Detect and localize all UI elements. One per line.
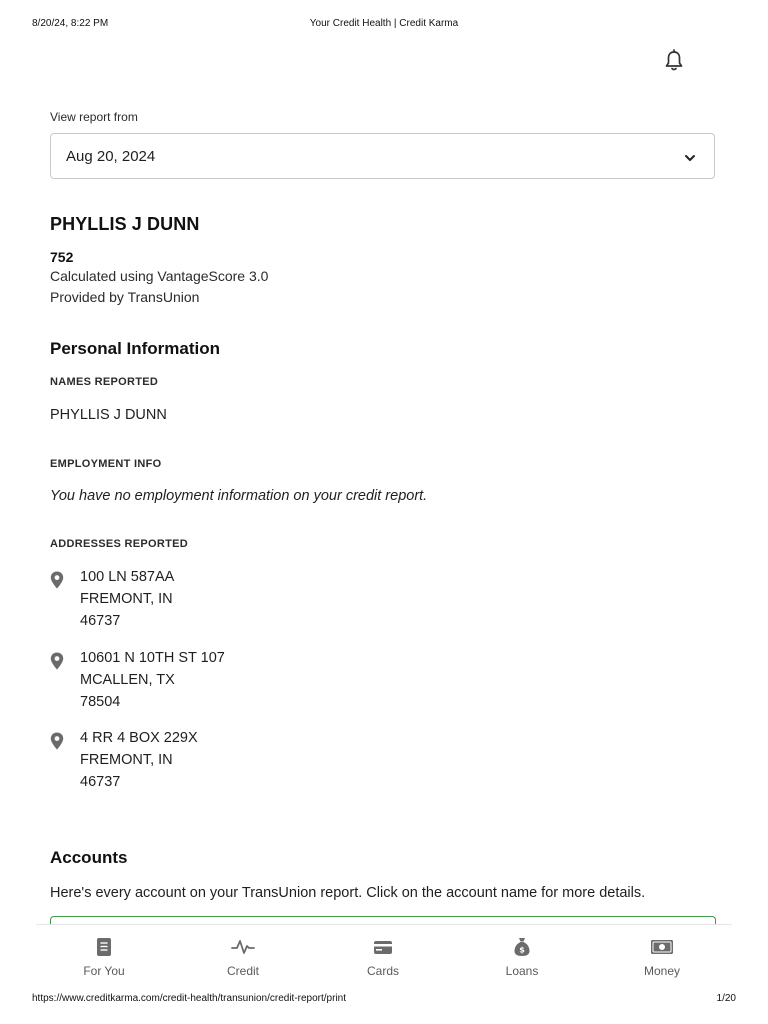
address-city-state: FREMONT, IN xyxy=(80,591,173,607)
location-pin-icon xyxy=(50,652,64,670)
reported-name: PHYLLIS J DUNN xyxy=(50,407,167,423)
document-icon xyxy=(49,937,159,959)
nav-item-loans[interactable] xyxy=(467,925,577,989)
svg-text:$: $ xyxy=(519,945,525,955)
employment-info-heading: EMPLOYMENT INFO xyxy=(50,458,162,470)
address-item xyxy=(50,650,350,716)
score-model: Calculated using VantageScore 3.0 xyxy=(50,268,269,284)
nav-item-for-you[interactable] xyxy=(49,925,159,989)
nav-label: Cards xyxy=(366,964,399,978)
nav-label: Money xyxy=(643,964,681,978)
nav-item-money[interactable] xyxy=(607,925,717,989)
addresses-reported-heading: ADDRESSES REPORTED xyxy=(50,538,189,550)
employment-info-text: You have no employment information on your credit report. xyxy=(50,488,428,504)
print-datetime: 8/20/24, 8:22 PM xyxy=(32,18,109,29)
print-page-title: Your Credit Health | Credit Karma xyxy=(309,18,459,29)
location-pin-icon xyxy=(50,732,64,750)
personal-info-title: Personal Information xyxy=(50,339,221,358)
location-pin-icon xyxy=(50,571,64,589)
nav-item-credit[interactable] xyxy=(188,925,298,989)
cash-icon xyxy=(607,937,717,959)
address-street: 4 RR 4 BOX 229X xyxy=(80,730,198,746)
nav-label: Credit xyxy=(226,964,259,978)
report-date-value: Aug 20, 2024 xyxy=(66,148,156,165)
report-date-select[interactable] xyxy=(50,133,715,179)
address-item xyxy=(50,569,350,635)
pulse-icon xyxy=(188,937,298,959)
address-zip: 78504 xyxy=(80,694,121,710)
credit-score: 752 xyxy=(50,249,74,265)
money-bag-icon xyxy=(467,937,577,959)
profile-name: PHYLLIS J DUNN xyxy=(50,214,200,234)
address-item xyxy=(50,730,350,796)
print-url: https://www.creditkarma.com/credit-health/transunion/credit-report/print xyxy=(32,993,347,1004)
bell-icon[interactable] xyxy=(663,49,685,73)
score-provider: Provided by TransUnion xyxy=(50,289,200,305)
nav-item-cards[interactable] xyxy=(328,925,438,989)
accounts-title: Accounts xyxy=(50,848,128,867)
names-reported-heading: NAMES REPORTED xyxy=(50,376,159,388)
nav-label: For You xyxy=(83,964,125,978)
print-footer xyxy=(32,993,736,1007)
address-street: 10601 N 10TH ST 107 xyxy=(80,650,225,666)
bottom-nav xyxy=(36,924,732,989)
address-city-state: MCALLEN, TX xyxy=(80,672,175,688)
chevron-down-icon xyxy=(684,151,696,163)
print-page-number: 1/20 xyxy=(716,993,736,1004)
credit-card-icon xyxy=(328,937,438,959)
report-select-label: View report from xyxy=(50,110,138,124)
print-header xyxy=(32,18,736,32)
accounts-description: Here's every account on your TransUnion report. Click on the account name for more details. xyxy=(50,885,646,901)
address-city-state: FREMONT, IN xyxy=(80,752,173,768)
nav-label: Loans xyxy=(505,964,539,978)
address-zip: 46737 xyxy=(80,613,121,629)
address-street: 100 LN 587AA xyxy=(80,569,175,585)
address-zip: 46737 xyxy=(80,774,121,790)
